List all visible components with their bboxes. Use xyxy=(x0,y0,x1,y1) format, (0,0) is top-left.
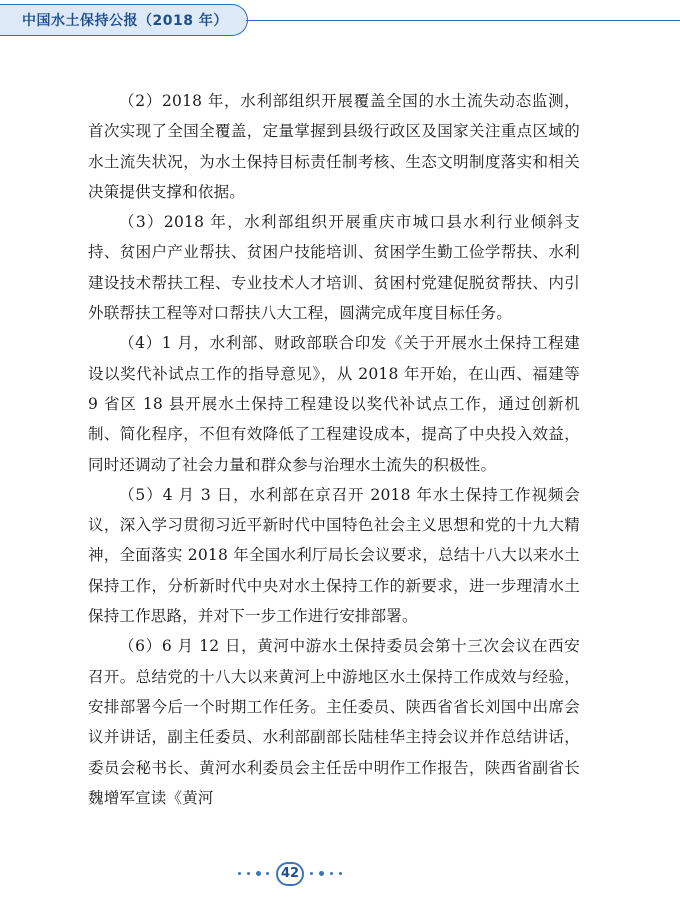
paragraph-3: （3）2018 年，水利部组织开展重庆市城口县水利行业倾斜支持、贫困户产业帮扶、贫困户技能培训、贫困学生勤工俭学帮扶、水利建设技术帮扶工程、专业技术人才培训、贫困村党建促脱贫帮扶、内引外联帮扶工程等对口帮扶八大工程，圆满完成年度目标任务。 xyxy=(88,213,580,323)
header-rule xyxy=(246,20,680,21)
page-header xyxy=(0,0,680,40)
paragraph-2: （2）2018 年，水利部组织开展覆盖全国的水土流失动态监测，首次实现了全国全覆盖，定量掌握到县级行政区及国家关注重点区域的水土流失状况，为水土保持目标责任制考核、生态文明制度落实和相关决策提供支撑和依据。 xyxy=(88,92,580,201)
right-dots-ornament xyxy=(308,872,342,878)
page-number: 42 xyxy=(276,862,304,886)
page-footer xyxy=(0,856,680,896)
body-text xyxy=(88,86,580,813)
paragraph-5: （5）4 月 3 日，水利部在京召开 2018 年水土保持工作视频会议，深入学习贯彻习近平新时代中国特色社会主义思想和党的十九大精神，全面落实 2018 年全国水利厅局长会议要求，总结十八大以来水土保持工作，分析新时代中央对水土保持工作的新要求，进一步理清水土保持工作思路，并对下一步工作进行安排部署。 xyxy=(88,485,580,626)
paragraph-4: （4）1 月，水利部、财政部联合印发《关于开展水土保持工程建设以奖代补试点工作的指导意见》，从 2018 年开始，在山西、福建等 9 省区 18 县开展水土保持工程建设以奖代补试点工作，通过创新机制、简化程序，不但有效降低了工程建设成本，提高了中央投入效益，同时还调动了社会力量和群众参与治理水土流失的积极性。 xyxy=(88,334,580,474)
publication-title: 中国水土保持公报（2018 年） xyxy=(22,13,228,29)
paragraph-6: （6）6 月 12 日，黄河中游水土保持委员会第十三次会议在西安召开。总结党的十八大以来黄河上中游地区水土保持工作成效与经验，安排部署今后一个时期工作任务。主任委员、陕西省省长刘国中出席会议并讲话，副主任委员、水利部副部长陆桂华主持会议并作总结讲话，委员会秘书长、黄河水利委员会主任岳中明作工作报告，陕西省副省长魏增军宣读《黄河 xyxy=(88,637,580,807)
left-dots-ornament xyxy=(238,872,272,878)
